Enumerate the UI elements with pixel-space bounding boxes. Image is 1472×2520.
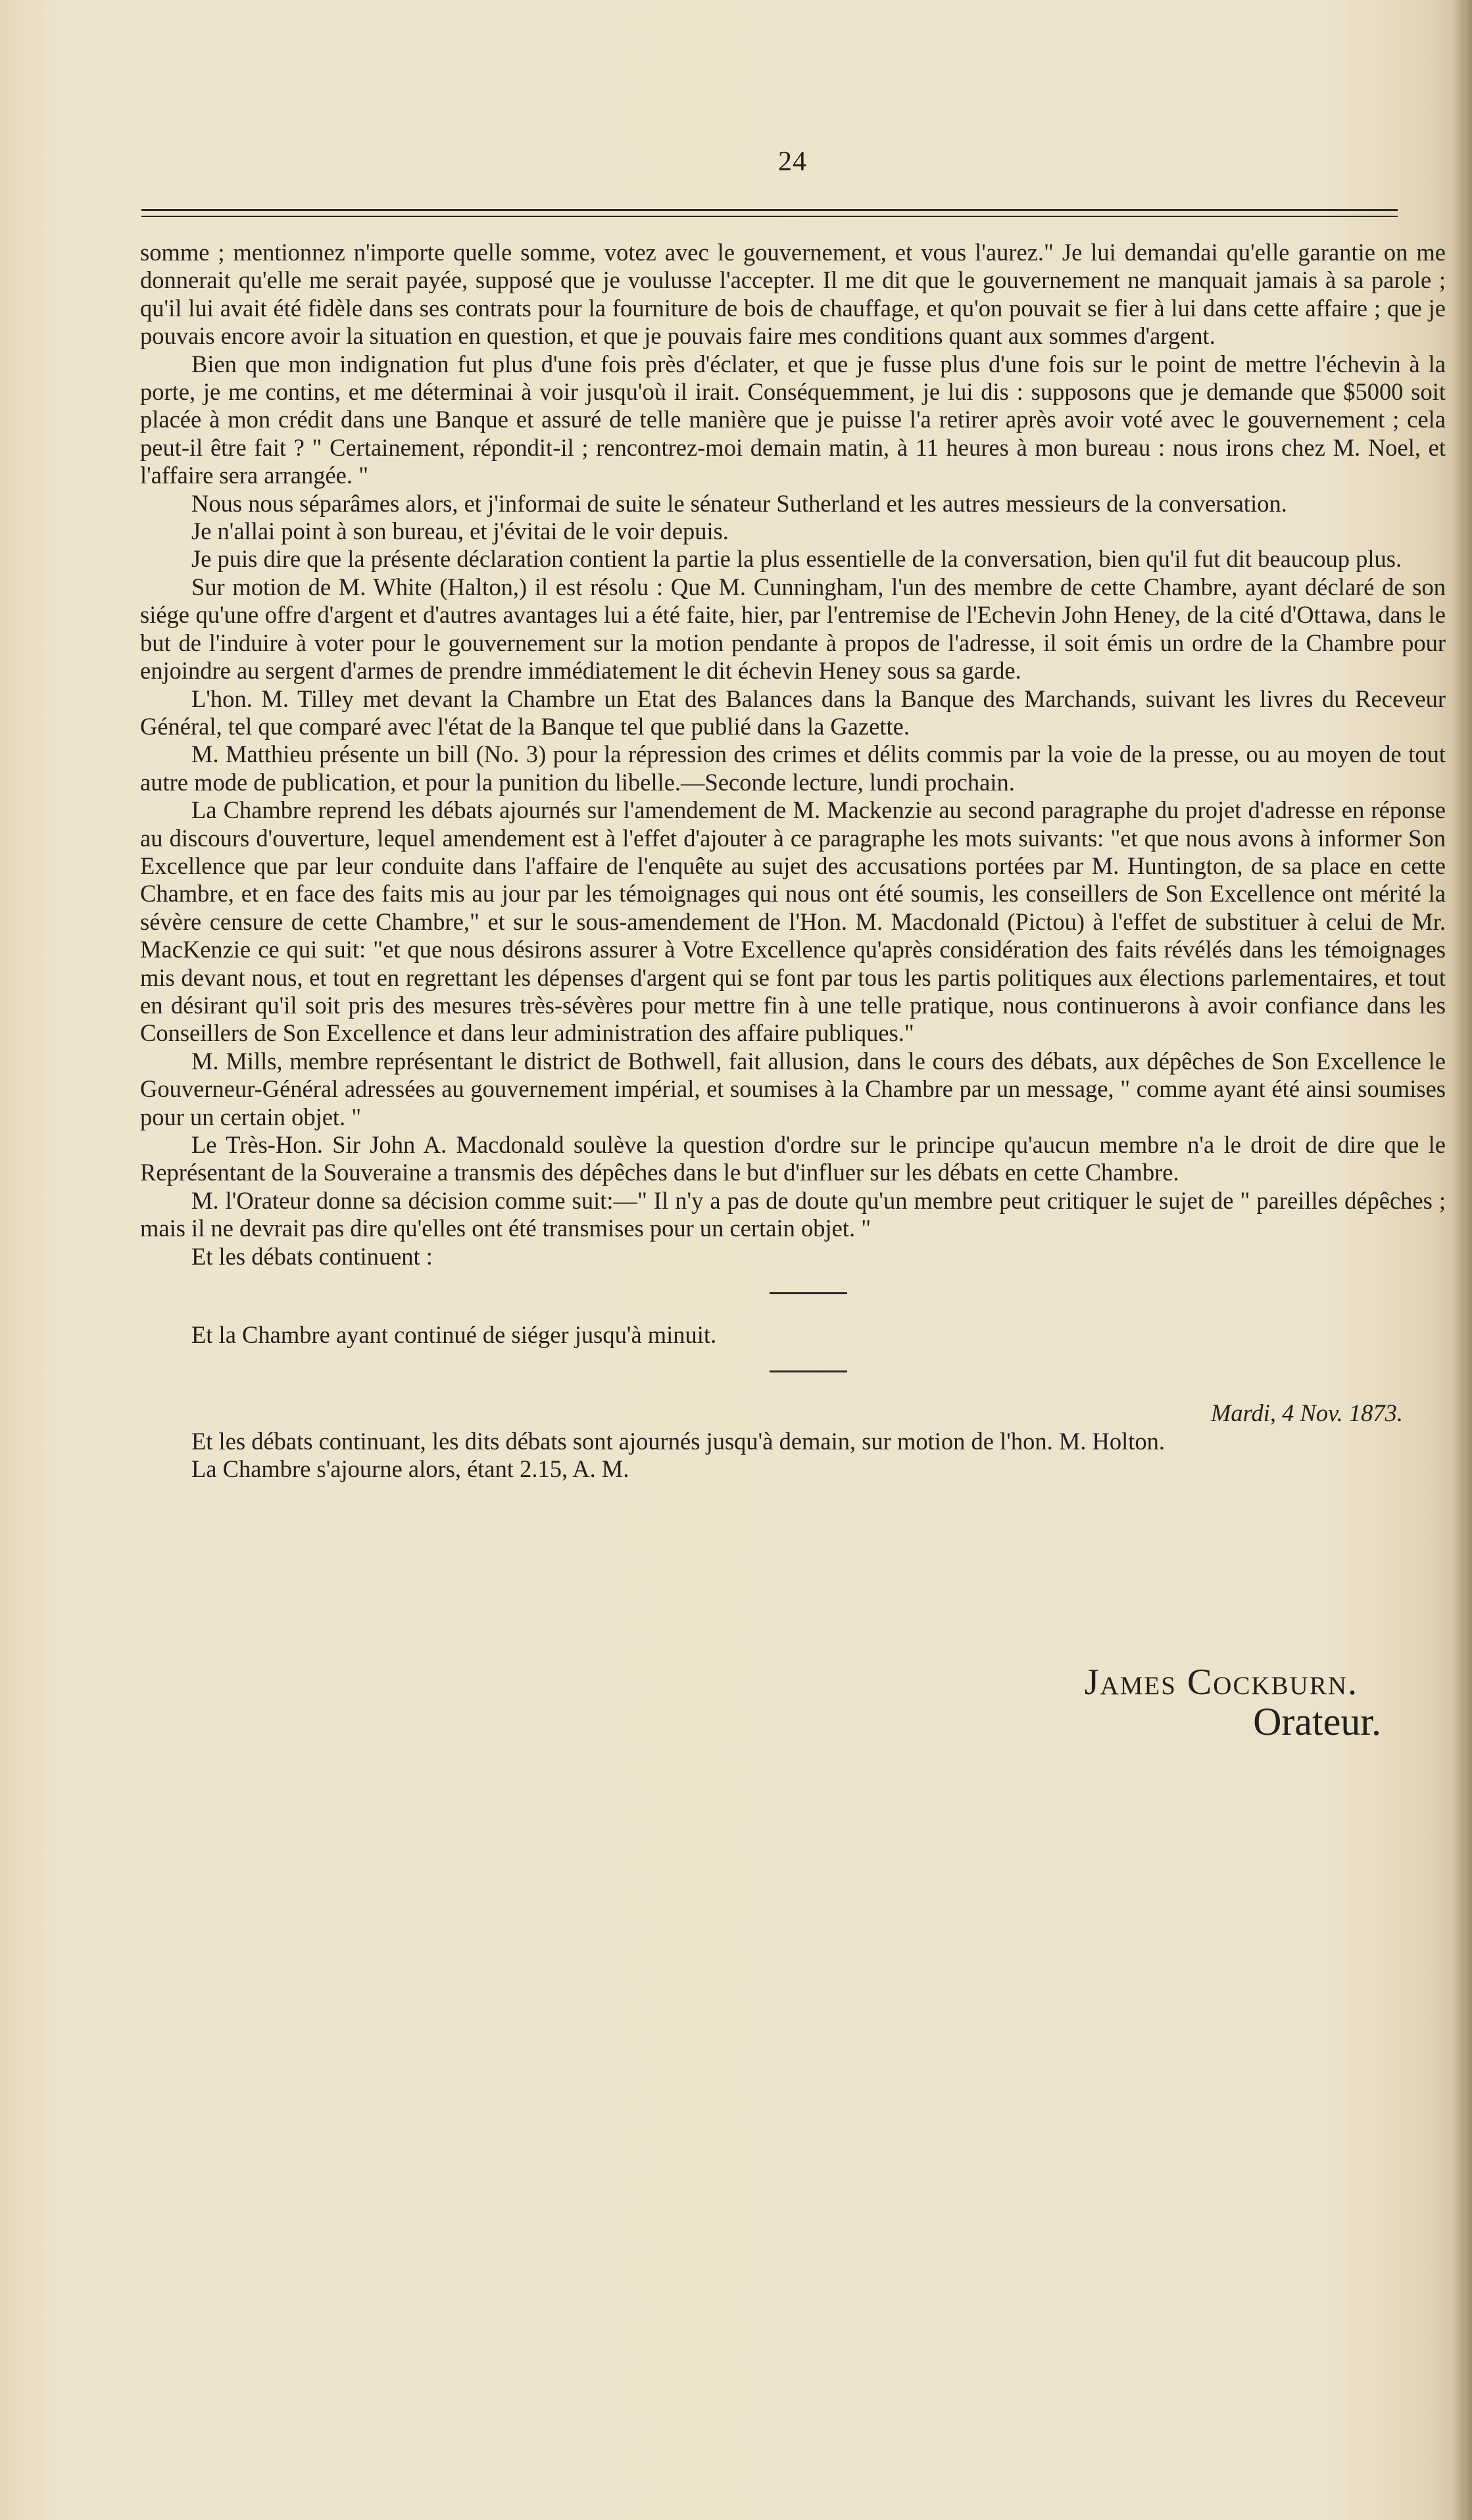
paragraph: Je n'allai point à son bureau, et j'évitai de le voir depuis. xyxy=(191,518,729,545)
closing-paragraph: Et les débats continuant, les dits débats sont ajournés jusqu'à demain, sur motion de l'hon. M. Holton. xyxy=(191,1427,1165,1455)
paragraph: Nous nous séparâmes alors, et j'informai de suite le sénateur Sutherland et les autres messieurs de la conversation. xyxy=(191,489,1287,517)
date-text: Mardi, 4 Nov. 1873. xyxy=(1211,1399,1403,1427)
paragraph: M. l'Orateur donne sa décision comme suit:—" Il n'y a pas de doute qu'un membre peut critiquer le sujet de " pareilles dépêches ; mais il ne devrait pas dire qu'elles ont été transmises pour un certain objet. " xyxy=(140,1186,1446,1242)
sitting-note: Et la Chambre ayant continué de siéger jusqu'à minuit. xyxy=(191,1321,717,1349)
signatory-title: Orateur. xyxy=(1253,1700,1381,1743)
paragraph: L'hon. M. Tilley met devant la Chambre un Etat des Balances dans la Banque des Marchands, suivant les livres du Receveur Général, tel que comparé avec l'état de la Banque tel que publié dans la Gazette. xyxy=(140,685,1446,740)
paragraph: Je puis dire que la présente déclaration contient la partie la plus essentielle de la conversation, bien qu'il fut dit beaucoup plus. xyxy=(191,545,1402,573)
closing-paragraph: La Chambre s'ajourne alors, étant 2.15, A. M. xyxy=(191,1455,629,1483)
section-divider xyxy=(770,1292,847,1294)
paragraph: somme ; mentionnez n'importe quelle somme, votez avec le gouvernement, et vous l'aurez." Je lui demandai qu'elle garantie on me donnerait qu'elle me serait payée, supposé que je voulusse l'accepter. Il me dit que le gouvernement ne manquait jamais à sa parole ; qu'il lui avait été fidèle dans ses contrats pour la fourniture de bois de chauffage, et qu'on pouvait se fier à lui dans cette affaire ; que je pouvais encore avoir la situation en question, et que je pouvais faire mes conditions quant aux sommes d'argent. xyxy=(140,239,1446,350)
date-line xyxy=(140,1399,1446,1427)
paragraph: La Chambre reprend les débats ajournés sur l'amendement de M. Mackenzie au second paragraphe du projet d'adresse en réponse au discours d'ouverture, lequel amendement est à l'effet d'ajouter à ce paragraphe les mots suivants: "et que nous avons à informer Son Excellence que par leur conduite dans l'affaire de l'enquête au sujet des accusations portées par M. Huntington, de sa place en cette Chambre, et en face des faits mis au jour par les témoignages qui nous ont été soumis, les conseillers de Son Excellence ont mérité la sévère censure de cette Chambre," et sur le sous-amendement de l'Hon. M. Macdonald (Pictou) à l'effet de substituer à celui de Mr. MacKenzie ce qui suit: "et que nous désirons assurer à Votre Excellence qu'après considération des faits révélés dans les témoignages mis devant nous, et tout en regrettant les dépenses d'argent qui se font par tous les partis politiques aux élections parlementaires, et tout en désirant qu'il soit pris des mesures très-sévères pour mettre fin à une telle pratique, nous continuerons à avoir confiance dans les Conseillers de Son Excellence et dans leur administration des affaire publiques." xyxy=(140,796,1446,1047)
paragraph: M. Matthieu présente un bill (No. 3) pour la répression des crimes et délits commis par la voie de la presse, ou au moyen de tout autre mode de publication, et pour la punition du libelle.—Seconde lecture, lundi prochain. xyxy=(140,740,1446,796)
section-divider xyxy=(770,1370,847,1372)
page-body xyxy=(140,239,1446,1484)
signature-block xyxy=(1013,1662,1421,1741)
page-edge-shadow xyxy=(1452,0,1472,2520)
paragraph: Et les débats continuent : xyxy=(191,1242,433,1270)
paragraph: Le Très-Hon. Sir John A. Macdonald soulève la question d'ordre sur le principe qu'aucun membre n'a le droit de dire que le Représentant de la Souveraine a transmis des dépêches dans le but d'influer sur les débats en cette Chambre. xyxy=(140,1131,1446,1186)
paragraph: M. Mills, membre représentant le district de Bothwell, fait allusion, dans le cours des débats, aux dépêches de Son Excellence le Gouverneur-Général adressées au gouvernement impérial, et soumises à la Chambre par un message, " comme ayant été ainsi soumises pour un certain objet. " xyxy=(140,1047,1446,1130)
page-number: 24 xyxy=(778,147,807,177)
header-rule xyxy=(141,209,1398,222)
paragraph: Bien que mon indignation fut plus d'une fois près d'éclater, et que je fusse plus d'une fois sur le point de mettre l'échevin à la porte, je me contins, et me déterminai à voir jusqu'où il irait. Conséquemment, je lui dis : supposons que je demande que $5000 soit placée à mon crédit dans une Banque et assuré de telle manière que je puisse l'a retirer après avoir voté avec le gouvernement ; cela peut-il être fait ? " Certainement, répondit-il ; rencontrez-moi demain matin, à 11 heures à mon bureau : nous irons chez M. Noel, et l'affaire sera arrangée. " xyxy=(140,350,1446,489)
signatory-name: James Cockburn. xyxy=(1084,1662,1358,1703)
header-rule-thin xyxy=(141,216,1398,217)
paragraph: Sur motion de M. White (Halton,) il est résolu : Que M. Cunningham, l'un des membre de cette Chambre, ayant déclaré de son siége qu'une offre d'argent et d'autres avantages lui a été faite, hier, par l'entremise de l'Echevin John Heney, de la cité d'Ottawa, dans le but de l'induire à voter pour le gouvernement sur la motion pendante à propos de l'adresse, il soit émis un ordre de la Chambre pour enjoindre au sergent d'armes de prendre immédiatement le dit échevin Heney sous sa garde. xyxy=(140,573,1446,685)
header-rule-thick xyxy=(141,209,1398,211)
